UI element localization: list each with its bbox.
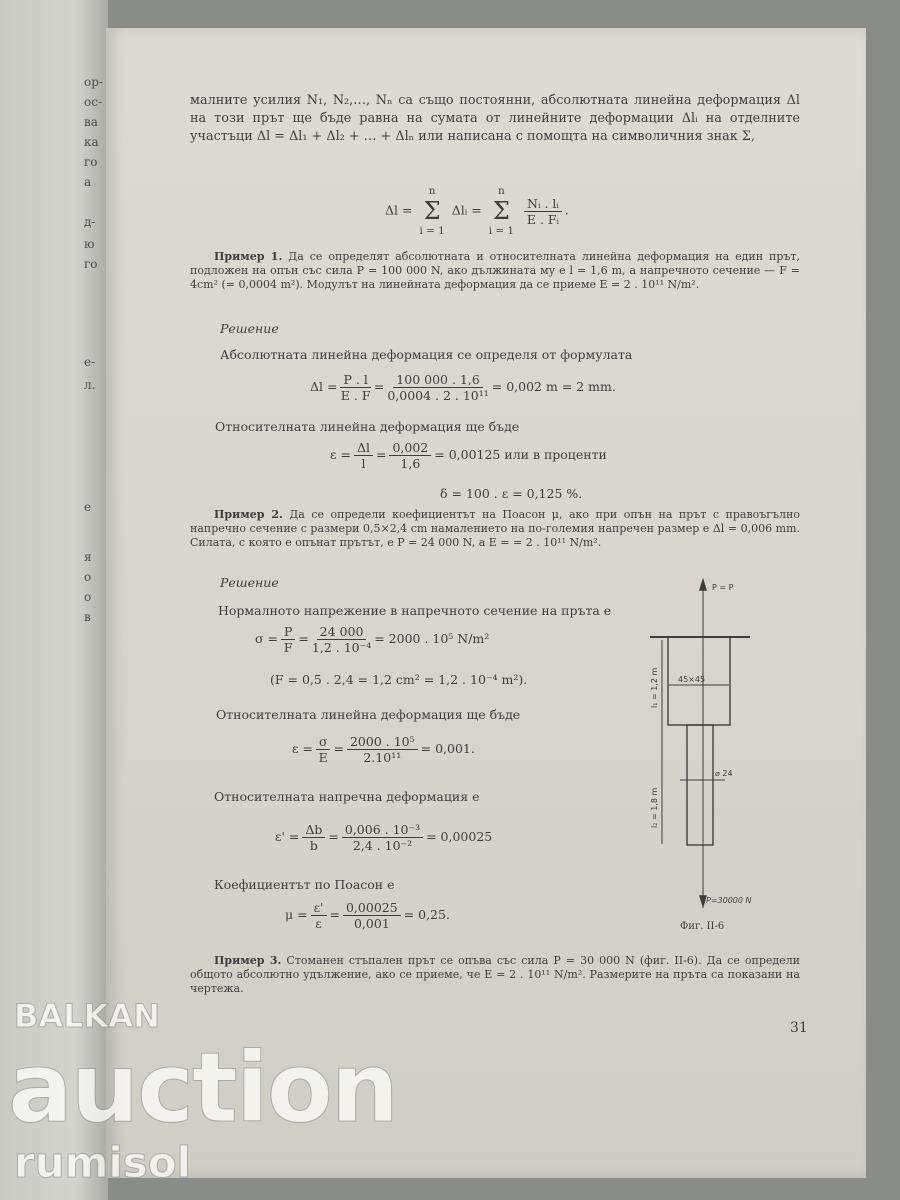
lhs: Δl =: [310, 379, 338, 394]
left-page-fragment: ос-: [84, 95, 102, 109]
left-page-fragment: ва: [84, 115, 98, 129]
example-text: Стоманен стъпален прът се опъва със сила P = 30 000 N (фиг. II-6). Да се определи общото абсолютно удължение, ако се приеме, че E = 2 . 10¹¹ N/m². Размерите на пръта са показани на чертежа.: [190, 954, 801, 995]
example-text: Да се определят абсолютната и относителната линейна деформация на един прът, подложен на опън със сила P = 100 000 N, ако дължината му е l = 1,6 m, а напречното сечение — F = 4cm² (= 0,0004 m²). Модулът на линейната деформация да се приеме E = 2 . 10¹¹ N/m².: [190, 250, 801, 291]
numerator: 100 000 . 1,6: [393, 372, 483, 388]
length-2-label: l₂ = 1,8 m: [650, 787, 659, 828]
formula-8: μ = $\frac{\varepsilon'}{\varepsilon}$ = $\frac{0,00025}{0,001}$ = 0,25.: [285, 900, 450, 931]
denominator: b: [309, 838, 318, 853]
arrow-up-icon: [700, 580, 706, 590]
sum-bottom: i = 1: [419, 225, 445, 237]
watermark-auction: auction: [8, 1032, 398, 1144]
denominator: 0,0004 . 2 . 10¹¹: [387, 388, 489, 403]
numerator: 2000 . 10⁵: [347, 734, 418, 750]
rhs: = 0,002 m = 2 mm.: [491, 379, 616, 394]
left-page-fragment: я: [84, 550, 92, 564]
rhs: = 0,001.: [420, 741, 475, 756]
formula-6: ε = $\frac{\sigma}{E}$ = $\frac{\text{2000 . 10⁵}}{\text{2.10¹¹}}$ = 0,001.: [292, 734, 475, 765]
left-page-fragment: е-: [84, 355, 96, 369]
left-page-fragment: о: [84, 590, 92, 604]
left-page-fragment: о: [84, 570, 92, 584]
left-page-fragment: ор-: [84, 75, 103, 89]
sum-bottom: i = 1: [488, 225, 515, 237]
example-3: [190, 954, 800, 996]
lhs: ε =: [330, 447, 351, 462]
denominator: 1,6: [400, 456, 421, 471]
denominator: 2,4 . 10⁻²: [352, 838, 413, 853]
example-label: Пример 1.: [214, 250, 283, 263]
numerator: 24 000: [317, 624, 367, 640]
paragraph-intro: малните усилия N₁, N₂,…, Nₙ са също постоянни, абсолютната линейна деформация Δl на този прът ще бъде равна на сумата от линейните деформации Δlᵢ на отделните участъци Δl = Δl₁ + Δl₂ + … + Δlₙ или написана с помощта на символичния знак Σ,: [190, 93, 800, 144]
left-page-fragment: го: [84, 257, 98, 271]
formula-7: ε' = $\frac{\Delta b}{b}$ = $\frac{\text{0,006 . 10⁻³}}{\text{2,4 . 10⁻²}}$ = 0,00025: [275, 822, 493, 853]
text-line: Относителната линейна деформация ще бъде: [215, 419, 520, 434]
example-2: [190, 508, 800, 550]
solution-label: Решение: [220, 321, 279, 336]
figure-stepped-bar: [600, 578, 800, 912]
text-line: Коефициентът по Поасон е: [214, 877, 395, 892]
formula-2: ε = $\frac{\Delta l}{l}$ = $\frac{0,002}{1,6}$ = 0,00125 или в проценти: [330, 440, 607, 471]
page-number: 31: [790, 1020, 808, 1036]
lhs: ε =: [292, 741, 313, 756]
denominator: E . F: [340, 388, 371, 403]
formula-lhs: Δl =: [385, 202, 413, 218]
text-line: Абсолютната линейна деформация се определя от формулата: [220, 347, 633, 362]
bottom-force-label: P=30000 N: [706, 896, 752, 905]
numerator: 0,006 . 10⁻³: [342, 822, 423, 838]
left-page-fragment: ка: [84, 135, 99, 149]
denominator: 0,001: [353, 916, 390, 931]
rhs: = 0,00125 или в проценти: [434, 447, 607, 462]
example-text: Да се определи коефициентът на Поасон μ, ако при опън на прът с правоъгълно напречно сечение с размери 0,5×2,4 cm намалението на по-голeмия напречен размер е Δl = 0,006 mm. Силата, с която е опънат прътът, е P = 24 000 N, а E = = 2 . 10¹¹ N/m².: [190, 508, 801, 549]
left-page-fragment: д-: [84, 215, 96, 229]
sum-top: n: [428, 185, 436, 197]
denominator: E: [318, 750, 328, 765]
lhs: μ =: [285, 907, 308, 922]
formula-sum: Δl = n Σ i = 1 Δlᵢ = n Σ i = 1 $\frac{\text{Nᵢ . lᵢ}}{\text{E . Fᵢ}}$ .: [385, 185, 569, 237]
formula-term: Δlᵢ =: [451, 202, 482, 218]
rhs: = 0,00025: [426, 829, 493, 844]
top-force-label: P = P: [712, 583, 734, 592]
numerator: Δb: [302, 822, 325, 838]
rhs: = 0,25.: [403, 907, 450, 922]
left-page-fragment: в: [84, 610, 91, 624]
text-line: Относителната линейна деформация ще бъде: [216, 707, 521, 722]
diameter-label: ⌀ 24: [715, 769, 733, 778]
numerator: 0,002: [389, 440, 431, 456]
denominator: 1,2 . 10⁻⁴: [311, 640, 372, 655]
example-label: Пример 3.: [214, 954, 282, 967]
left-page-fragment: го: [84, 155, 98, 169]
denominator: F: [283, 640, 293, 655]
numerator: Δl: [354, 440, 373, 456]
rhs: = 2000 . 10⁵ N/m²: [374, 631, 490, 646]
text-line: Нормалното напрежение в напречното сечение на пръта е: [218, 603, 612, 618]
watermark-balkan: BALKAN: [14, 997, 160, 1035]
sum-top: n: [498, 185, 505, 197]
numerator: Nᵢ . lᵢ: [524, 196, 562, 212]
lhs: σ =: [255, 631, 278, 646]
text-line: Относителната напречна деформация е: [214, 789, 480, 804]
example-1: [190, 250, 800, 292]
left-page-fragment: е: [84, 500, 92, 514]
formula-1: Δl = $\frac{P . l}{E . F}$ = $\frac{100 000 . 1,6}{\text{0,0004 . 2 . 10¹¹}}$ = 0,002 m = 2 mm.: [310, 372, 616, 403]
figure-caption: Фиг. II-6: [680, 921, 725, 932]
watermark-rumisol: rumisol: [14, 1138, 192, 1187]
denominator: E . Fᵢ: [526, 211, 560, 227]
left-page-fragment: а: [84, 175, 92, 189]
left-page-fragment: ю: [84, 237, 95, 251]
numerator: P . l: [340, 372, 370, 388]
denominator: l: [361, 456, 366, 471]
left-page-fragment: л.: [84, 378, 96, 392]
lhs: ε' =: [275, 829, 300, 844]
example-label: Пример 2.: [214, 508, 283, 521]
denominator: 2.10¹¹: [363, 750, 402, 765]
denominator: ε: [315, 916, 322, 931]
numerator: ε': [311, 900, 327, 916]
numerator: σ: [316, 734, 331, 750]
section-label: 45×45: [678, 675, 706, 684]
numerator: 0,00025: [343, 900, 401, 916]
solution-label: Решение: [220, 575, 279, 590]
formula-5: (F = 0,5 . 2,4 = 1,2 cm² = 1,2 . 10⁻⁴ m²).: [270, 672, 528, 687]
lower-segment: [687, 725, 713, 845]
formula-4: σ = $\frac{P}{F}$ = $\frac{24 000}{\text{1,2 . 10⁻⁴}}$ = 2000 . 10⁵ N/m²: [255, 624, 490, 655]
period: .: [564, 202, 569, 218]
numerator: P: [281, 624, 295, 640]
formula-3: δ = 100 . ε = 0,125 %.: [440, 486, 583, 501]
length-1-label: l₁ = 1,2 m: [650, 667, 659, 708]
